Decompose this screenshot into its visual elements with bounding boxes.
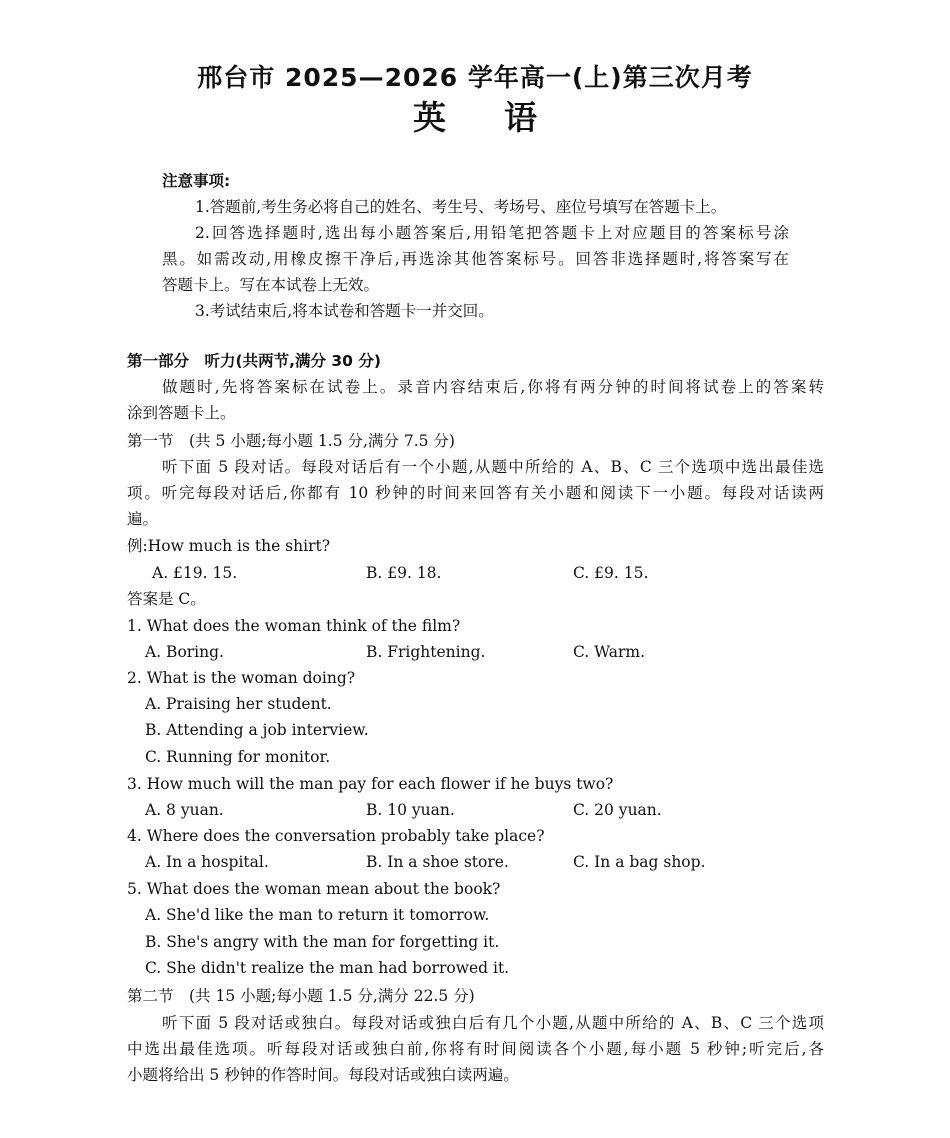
section2-intro-line-2: 中选出最佳选项。听每段对话或独白前,你将有时间阅读各个小题,每小题 5 秒钟;听完后,各 [127,1040,824,1058]
question-1-option-b: B. Frightening. [366,643,486,661]
example-option-b: B. £9. 18. [366,564,442,582]
question-4-option-a: A. In a hospital. [145,853,269,871]
section1-intro-line-3: 遍。 [127,510,159,528]
section1-intro-line-1: 听下面 5 段对话。每段对话后有一个小题,从题中所给的 A、B、C 三个选项中选出最佳选 [162,458,824,476]
notice-item-1: 1.答题前,考生务必将自己的姓名、考生号、考场号、座位号填写在答题卡上。 [195,198,727,216]
part1-intro-line-1: 做题时,先将答案标在试卷上。录音内容结束后,你将有两分钟的时间将试卷上的答案转 [162,378,824,396]
question-1-option-c: C. Warm. [573,643,646,661]
notice-item-2-line-3: 答题卡上。写在本试卷上无效。 [162,276,380,294]
question-3-option-a: A. 8 yuan. [145,801,224,819]
question-2: 2. What is the woman doing? [127,669,356,687]
question-3-option-b: B. 10 yuan. [366,801,455,819]
question-1: 1. What does the woman think of the film? [127,617,461,635]
section1-heading: 第一节 (共 5 小题;每小题 1.5 分,满分 7.5 分) [127,432,455,450]
part1-heading: 第一部分 听力(共两节,满分 30 分) [127,352,381,370]
question-3-option-c: C. 20 yuan. [573,801,662,819]
notice-heading: 注意事项: [162,172,231,190]
question-2-option-b: B. Attending a job interview. [145,721,369,739]
example-question: 例:How much is the shirt? [127,537,331,555]
question-5-option-b: B. She's angry with the man for forgetting it. [145,933,500,951]
notice-item-2-line-2: 黑。如需改动,用橡皮擦干净后,再选涂其他答案标号。回答非选择题时,将答案写在 [162,250,789,268]
notice-item-2-line-1: 2.回答选择题时,选出每小题答案后,用铅笔把答题卡上对应题目的答案标号涂 [195,224,789,242]
section2-intro-line-1: 听下面 5 段对话或独白。每段对话或独白后有几个小题,从题中所给的 A、B、C 三个选项 [162,1014,824,1032]
section2-heading: 第二节 (共 15 小题;每小题 1.5 分,满分 22.5 分) [127,987,475,1005]
question-4-option-c: C. In a bag shop. [573,853,706,871]
question-5-option-a: A. She'd like the man to return it tomorrow. [145,906,490,924]
question-2-option-c: C. Running for monitor. [145,748,331,766]
example-option-a: A. £19. 15. [152,564,238,582]
question-4: 4. Where does the conversation probably take place? [127,827,545,845]
example-answer: 答案是 C。 [127,590,206,608]
question-5-option-c: C. She didn't realize the man had borrowed it. [145,959,510,977]
question-2-option-a: A. Praising her student. [145,695,332,713]
question-5: 5. What does the woman mean about the book? [127,880,501,898]
subject-title: 英语 [413,98,595,137]
question-3: 3. How much will the man pay for each flower if he buys two? [127,775,614,793]
question-1-option-a: A. Boring. [145,643,224,661]
example-option-c: C. £9. 15. [573,564,649,582]
section2-intro-line-3: 小题将给出 5 秒钟的作答时间。每段对话或独白读两遍。 [127,1066,519,1084]
section1-intro-line-2: 项。听完每段对话后,你都有 10 秒钟的时间来回答有关小题和阅读下一小题。每段对话读两 [127,484,824,502]
part1-intro-line-2: 涂到答题卡上。 [127,404,236,422]
question-4-option-b: B. In a shoe store. [366,853,509,871]
notice-item-3: 3.考试结束后,将本试卷和答题卡一并交回。 [195,302,494,320]
exam-title: 邢台市 2025—2026 学年高一(上)第三次月考 [197,63,753,92]
